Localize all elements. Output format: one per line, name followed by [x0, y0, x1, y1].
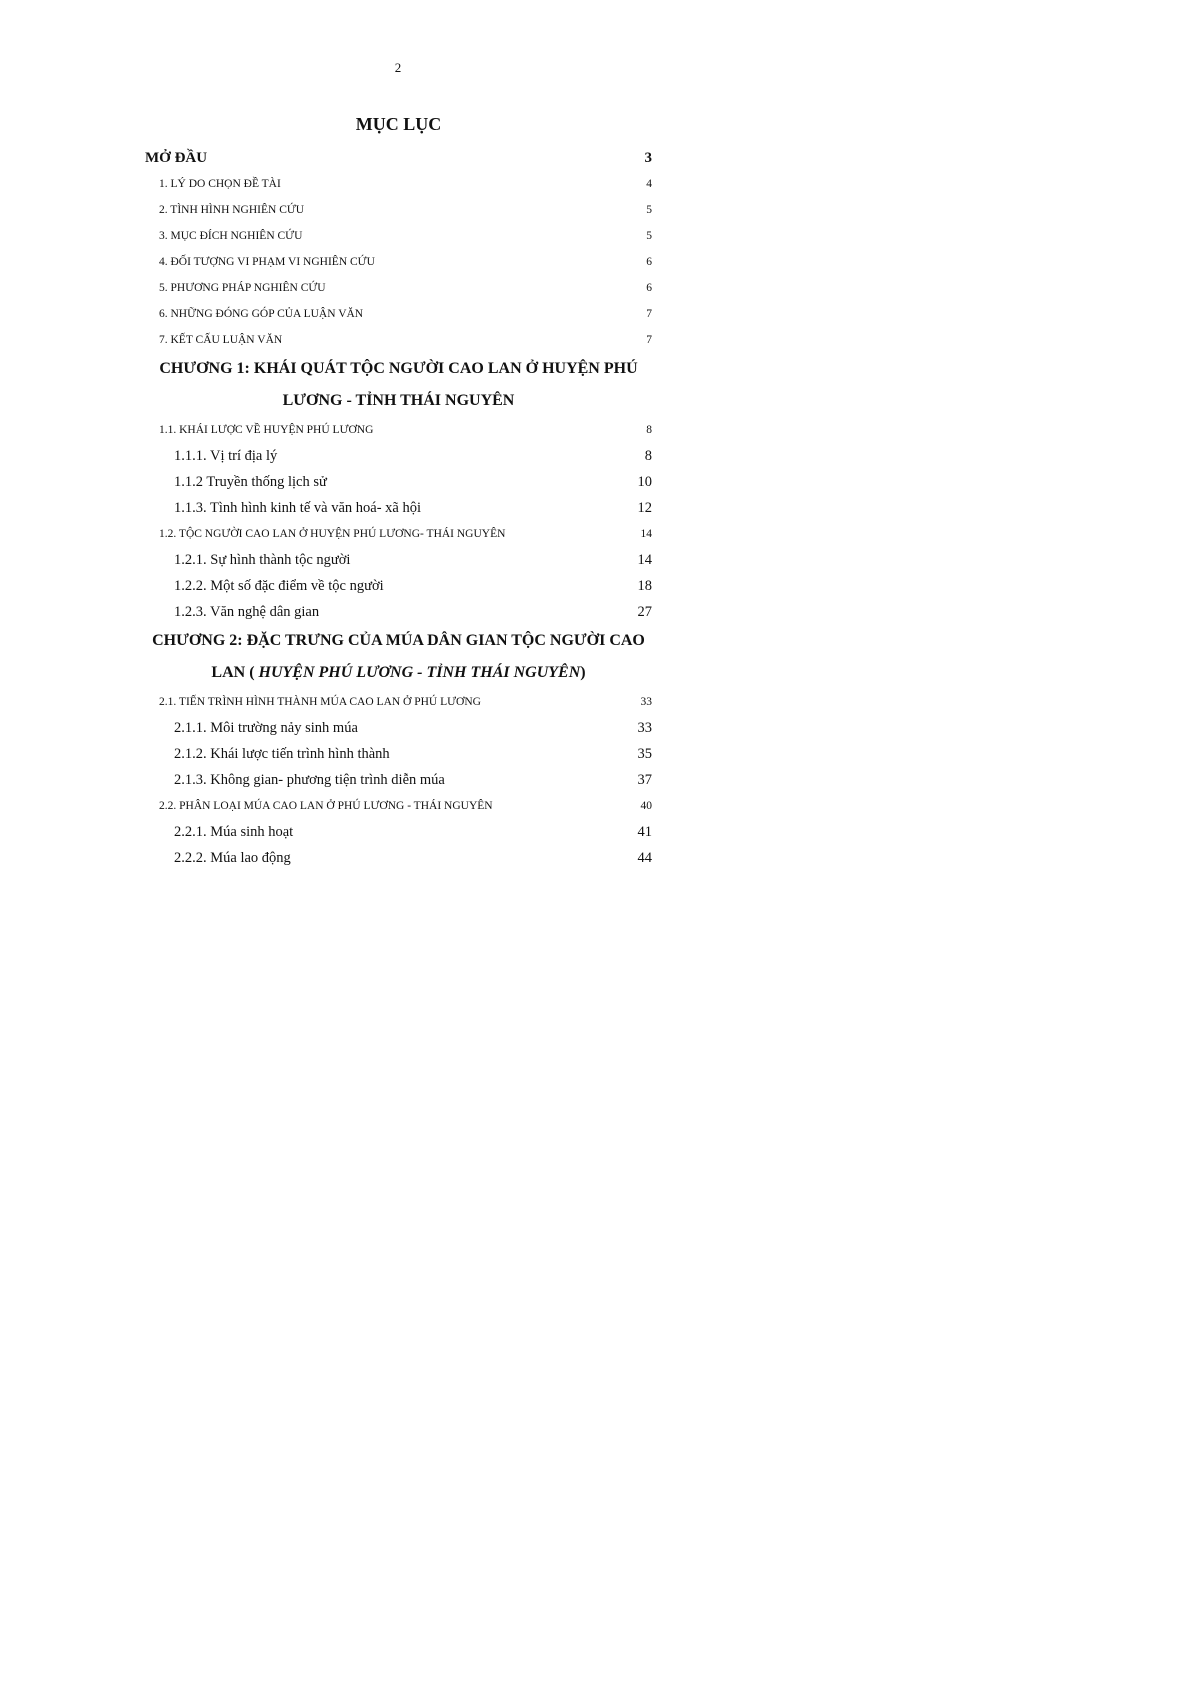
toc-entry-page: 33 [640, 696, 652, 708]
toc-entry-7[interactable] [145, 327, 652, 353]
dot-leader [391, 757, 637, 758]
dot-leader [385, 589, 637, 590]
toc-entry-1-2-2[interactable] [145, 573, 652, 599]
dot-leader [351, 563, 636, 564]
toc-entry-2-1-1[interactable] [145, 715, 652, 741]
chapter-2-heading[interactable] [145, 625, 652, 689]
toc-entry-label: 2. TÌNH HÌNH NGHIÊN CỨU [159, 204, 305, 216]
toc-entry-label: 2.1.3. Không gian- phương tiện trình diễn múa [174, 772, 445, 788]
dot-leader [376, 264, 645, 265]
chapter-2-title-prefix: LAN ( [211, 664, 255, 681]
chapter-2-title-line-1: CHƯƠNG 2: ĐẶC TRƯNG CỦA MÚA DÂN GIAN TỘC NGƯỜI CAO [152, 632, 645, 649]
toc-entry-3[interactable] [145, 223, 652, 249]
toc-entry-1-2[interactable] [145, 521, 652, 547]
toc-entry-1-2-1[interactable] [145, 547, 652, 573]
dot-leader [278, 459, 644, 460]
toc-entry-page: 35 [637, 746, 652, 762]
toc-entry-label: 5. PHƯƠNG PHÁP NGHIÊN CỨU [159, 282, 326, 294]
toc-entry-2-2-1[interactable] [145, 819, 652, 845]
dot-leader [364, 316, 645, 317]
dot-leader [327, 290, 646, 291]
toc-entry-1-1[interactable] [145, 417, 652, 443]
toc-entry-2-1[interactable] [145, 689, 652, 715]
toc-entry-page: 37 [637, 772, 652, 788]
dot-leader [208, 161, 643, 162]
dot-leader [292, 861, 637, 862]
toc-entry-2-1-3[interactable] [145, 767, 652, 793]
toc-entry-label: 1.1.1. Vị trí địa lý [174, 448, 278, 464]
dot-leader [328, 485, 637, 486]
toc-entry-1-1-3[interactable] [145, 495, 652, 521]
toc-entry-1-2-3[interactable] [145, 599, 652, 625]
table-of-contents [145, 145, 652, 871]
chapter-2-title-italic: HUYỆN PHÚ LƯƠNG - TỈNH THÁI NGUYÊN [254, 664, 581, 681]
toc-entry-2-2[interactable] [145, 793, 652, 819]
toc-entry-6[interactable] [145, 301, 652, 327]
toc-entry-2-2-2[interactable] [145, 845, 652, 871]
toc-entry-5[interactable] [145, 275, 652, 301]
toc-entry-label: 2.2.1. Múa sinh hoạt [174, 824, 294, 840]
toc-entry-2-1-2[interactable] [145, 741, 652, 767]
toc-entry-label: 2.2. PHÂN LOẠI MÚA CAO LAN Ở PHÚ LƯƠNG - THÁI NGUYÊN [159, 800, 493, 812]
toc-entry-page: 40 [640, 800, 652, 812]
chapter-2-title-line-2 [145, 657, 652, 689]
toc-entry-label: 1.1.3. Tình hình kinh tế và văn hoá- xã hội [174, 500, 421, 516]
page-number: 2 [394, 60, 402, 75]
toc-entry-4[interactable] [145, 249, 652, 275]
chapter-1-title-line-2: LƯƠNG - TỈNH THÁI NGUYÊN [282, 392, 515, 409]
chapter-2-title-suffix: ) [580, 664, 586, 681]
toc-entry-page: 14 [637, 552, 652, 568]
toc-entry-label: 1.2.1. Sự hình thành tộc người [174, 552, 351, 568]
toc-entry-page: 12 [637, 500, 652, 516]
toc-entry-page: 44 [637, 850, 652, 866]
toc-entry-2[interactable] [145, 197, 652, 223]
toc-entry-label: 2.2.2. Múa lao động [174, 850, 291, 866]
toc-entry-page: 5 [646, 204, 652, 216]
dot-leader [482, 704, 640, 705]
toc-entry-page: 6 [646, 282, 652, 294]
dot-leader [494, 808, 640, 809]
toc-entry-label: 4. ĐỐI TƯỢNG VI PHẠM VI NGHIÊN CỨU [159, 256, 375, 268]
toc-entry-1-1-1[interactable] [145, 443, 652, 469]
toc-entry-label: 1.2. TỘC NGƯỜI CAO LAN Ở HUYỆN PHÚ LƯƠNG- THÁI NGUYÊN [159, 528, 506, 540]
chapter-1-heading[interactable] [145, 353, 652, 417]
dot-leader [282, 186, 645, 187]
toc-entry-1[interactable] [145, 171, 652, 197]
dot-leader [283, 342, 645, 343]
dot-leader [422, 511, 637, 512]
toc-entry-page: 27 [637, 604, 652, 620]
toc-entry-page: 33 [637, 720, 652, 736]
dot-leader [506, 536, 639, 537]
toc-entry-page: 8 [644, 448, 652, 464]
toc-entry-label: 1. LÝ DO CHỌN ĐỀ TÀI [159, 178, 281, 190]
toc-entry-label: 1.2.2. Một số đặc điểm về tộc người [174, 578, 384, 594]
dot-leader [320, 615, 636, 616]
toc-entry-label: 6. NHỮNG ĐÓNG GÓP CỦA LUẬN VĂN [159, 308, 364, 320]
toc-entry-page: 5 [646, 230, 652, 242]
toc-entry-label: 2.1. TIẾN TRÌNH HÌNH THÀNH MÚA CAO LAN Ở PHÚ LƯƠNG [159, 696, 481, 708]
chapter-1-title-line-1: CHƯƠNG 1: KHÁI QUÁT TỘC NGƯỜI CAO LAN Ở HUYỆN PHÚ [159, 360, 638, 377]
toc-entry-page: 10 [637, 474, 652, 490]
toc-entry-label: 2.1.2. Khái lược tiến trình hình thành [174, 746, 390, 762]
toc-entry-1-1-2[interactable] [145, 469, 652, 495]
toc-entry-label: 1.2.3. Văn nghệ dân gian [174, 604, 320, 620]
toc-entry-label: 1.1.2 Truyền thống lịch sử [174, 474, 327, 490]
toc-entry-page: 3 [644, 150, 652, 166]
toc-entry-label: MỞ ĐẦU [145, 150, 208, 166]
toc-entry-label: 1.1. KHÁI LƯỢC VỀ HUYỆN PHÚ LƯƠNG [159, 424, 374, 436]
dot-leader [303, 238, 645, 239]
dot-leader [359, 731, 637, 732]
dot-leader [374, 432, 645, 433]
toc-entry-label: 2.1.1. Môi trường nảy sinh múa [174, 720, 358, 736]
toc-entry-page: 7 [646, 334, 652, 346]
toc-entry-page: 4 [646, 178, 652, 190]
toc-entry-page: 8 [646, 424, 652, 436]
toc-entry-page: 7 [646, 308, 652, 320]
toc-title: MỤC LỤC [355, 114, 442, 134]
toc-entry-label: 3. MỤC ĐÍCH NGHIÊN CỨU [159, 230, 303, 242]
dot-leader [305, 212, 645, 213]
toc-entry-page: 41 [637, 824, 652, 840]
dot-leader [294, 835, 636, 836]
toc-entry-page: 6 [646, 256, 652, 268]
dot-leader [446, 783, 637, 784]
toc-entry-label: 7. KẾT CẤU LUẬN VĂN [159, 334, 283, 346]
toc-entry-mo-dau[interactable] [145, 145, 652, 171]
toc-entry-page: 18 [637, 578, 652, 594]
toc-entry-page: 14 [640, 528, 652, 540]
